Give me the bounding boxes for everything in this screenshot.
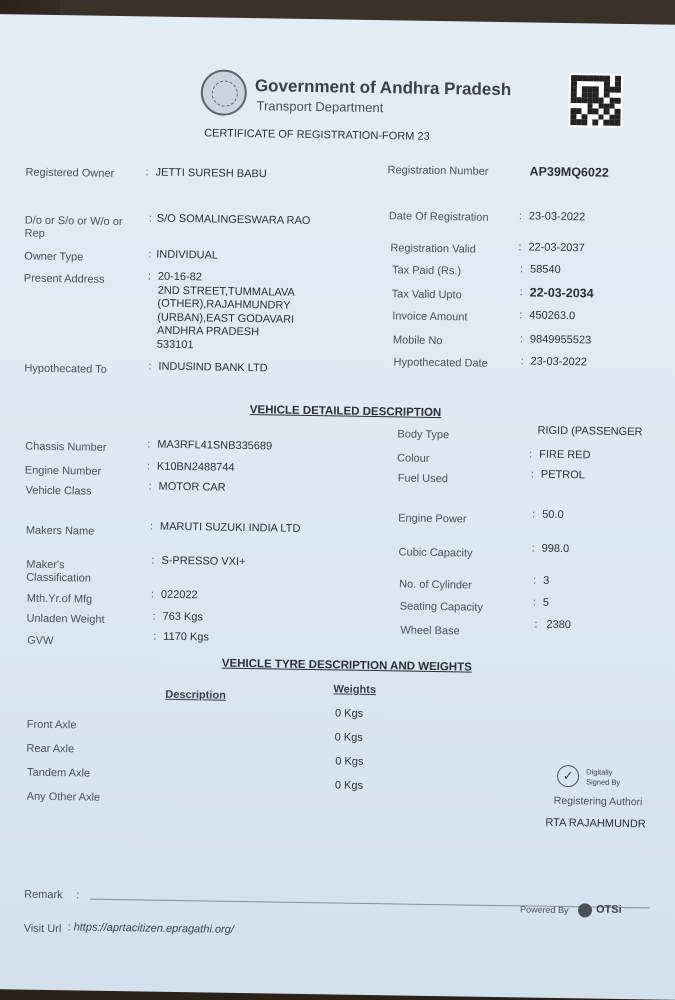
tax-valid-upto-label: Tax Valid Upto <box>391 288 462 302</box>
seating-capacity-label: Seating Capacity <box>399 600 484 614</box>
date-of-registration-label: Date Of Registration <box>388 210 489 224</box>
description-column-header: Description <box>165 688 226 702</box>
makers-classification-value: S-PRESSO VXI+ <box>161 554 246 569</box>
date-of-registration-value: 23-03-2022 <box>528 210 586 224</box>
body-type-label: Body Type <box>397 428 450 442</box>
digitally-text: Digitally <box>586 767 613 777</box>
relation-value: S/O SOMALINGESWARA RAO <box>156 212 311 227</box>
chassis-number-label: Chassis Number <box>25 440 107 454</box>
registration-number-label: Registration Number <box>387 164 489 178</box>
colour-label: Colour <box>396 452 430 465</box>
unladen-weight-value: 763 Kgs <box>162 610 204 624</box>
powered-by-text: Powered By <box>519 904 569 916</box>
vehicle-class-label: Vehicle Class <box>25 484 92 498</box>
form-title: CERTIFICATE OF REGISTRATION-FORM 23 <box>204 127 430 143</box>
makers-name-label: Makers Name <box>25 524 95 538</box>
wheel-base-value: 2380 <box>546 618 572 632</box>
fuel-used-value: PETROL <box>540 468 585 482</box>
no-of-cylinder-value: 3 <box>543 574 550 587</box>
tax-paid-label: Tax Paid (Rs.) <box>391 264 462 278</box>
registration-valid-label: Registration Valid <box>390 242 476 256</box>
remark-label: Remark <box>24 888 63 902</box>
hypothecated-to-label: Hypothecated To <box>24 362 107 376</box>
makers-classification-label: Maker's Classification <box>26 558 92 585</box>
weights-column-header: Weights <box>333 683 377 697</box>
engine-power-label: Engine Power <box>398 512 467 526</box>
vehicle-section-title: VEHICLE DETAILED DESCRIPTION <box>249 404 442 420</box>
mobile-no-label: Mobile No <box>392 334 443 348</box>
relation-label: D/o or S/o or W/o or Rep <box>24 214 123 240</box>
registered-owner-value: JETTI SURESH BABU <box>155 166 267 181</box>
rta-name: RTA RAJAHMUNDR <box>545 816 646 831</box>
rear-axle-label: Rear Axle <box>26 742 75 756</box>
engine-number-label: Engine Number <box>24 464 102 478</box>
registering-authority: Registering Authori <box>553 794 643 809</box>
invoice-amount-value: 450263.0 <box>529 309 576 323</box>
engine-number-value: K10BN2488744 <box>156 460 235 474</box>
tax-paid-value: 58540 <box>529 263 561 276</box>
front-axle-value: 0 Kgs <box>334 707 364 720</box>
fuel-used-label: Fuel Used <box>397 472 448 486</box>
dept-name: Transport Department <box>256 98 384 116</box>
registered-owner-label: Registered Owner <box>25 166 115 180</box>
cubic-capacity-label: Cubic Capacity <box>398 546 473 560</box>
gvw-value: 1170 Kgs <box>163 630 209 644</box>
rear-axle-value: 0 Kgs <box>334 731 363 744</box>
body-type-value: RIGID (PASSENGER <box>537 424 643 439</box>
gvw-label: GVW <box>27 634 54 648</box>
cubic-capacity-value: 998.0 <box>541 542 570 556</box>
tandem-axle-label: Tandem Axle <box>26 766 91 780</box>
tyre-section-title: VEHICLE TYRE DESCRIPTION AND WEIGHTS <box>221 657 472 674</box>
gov-title: Government of Andhra Pradesh <box>254 76 512 100</box>
digital-signature-check-icon: ✓ <box>557 765 579 787</box>
chassis-number-value: MA3RFL41SNB335689 <box>157 438 273 453</box>
no-of-cylinder-label: No. of Cylinder <box>398 578 472 592</box>
owner-type-value: INDIVIDUAL <box>156 248 219 262</box>
visit-url-link[interactable]: https://aprtacitizen.epragathi.org/ <box>73 921 234 936</box>
seating-capacity-value: 5 <box>542 596 550 609</box>
visit-url-label: Visit Url <box>23 922 62 936</box>
wheel-base-label: Wheel Base <box>400 624 460 638</box>
government-seal-icon <box>200 69 247 116</box>
front-axle-label: Front Axle <box>26 718 77 732</box>
colour-value: FIRE RED <box>539 448 591 462</box>
hypothecated-date-value: 23-03-2022 <box>530 355 587 369</box>
otsi-brand: OTSi <box>595 903 622 916</box>
engine-power-value: 50.0 <box>542 508 564 522</box>
present-address-label: Present Address <box>23 272 105 286</box>
mobile-no-value: 9849955523 <box>529 333 592 347</box>
hypothecated-to-value: INDUSIND BANK LTD <box>158 360 268 375</box>
registration-certificate: Government of Andhra Pradesh Transport Department CERTIFICATE OF REGISTRATION-FORM 23 Registered Owner : JETTI SURESH BABU D/o or S/o or W/o or Rep : S/O SOMALINGESWARA RAO Owner Type : INDIVIDUAL Present Address : 20-16-82 2ND STREET,TUMMALAVA (OTHER),RAJAHMUNDRY (URBAN),EAST GODAVARI ANDHRA PRADESH 533101 Hypothecated To : INDUSIND BANK LTD Registration Number AP39MQ6022 Date Of Registration : 23-03-2022 Registration Valid : 22-03-2037 Tax Paid (Rs.) : 58540 Tax Valid Upto : 22-03-2034 Invoice Amount : 450263.0 Mobile No : 9849955523 Hypothecated Date : 23-03-2022 VEHICLE DETAILED DESCRIPTION Chassis Number : MA3RFL41SNB335689 Engine Number : K10BN2488744 Vehicle Class : MOTOR CAR Makers Name : MARUTI SUZUKI INDIA LTD Maker's Classification : S-PRESSO VXI+ Mth.Yr.of Mfg : 022022 Unladen Weight : 763 Kgs GVW : 1170 Kgs Body Type RIGID (PASSENGER Colour : FIRE RED Fuel Used : PETROL Engine Power : 50.0 Cubic Capacity : 998.0 No. of Cylinder : 3 Seating Capacity : 5 Wheel Base : 2380 VEHICLE TYRE DESCRIPTION AND WEIGHTS Description Weights Front Axle 0 Kgs Rear Axle 0 Kgs Tandem Axle 0 Kgs Any Other Axle 0 Kgs ✓ Digitally Signed By Registering Authori RTA RAJAHMUNDR Remark : Visit Url : https://aprtacitizen.epragathi.org/ Powered By OTSi <box>0 14 675 1000</box>
vehicle-class-value: MOTOR CAR <box>158 480 226 494</box>
present-address-value: 20-16-82 2ND STREET,TUMMALAVA (OTHER),RAJAHMUNDRY (URBAN),EAST GODAVARI ANDHRA PRADESH 533101 <box>156 270 295 351</box>
otsi-logo-icon <box>578 903 592 917</box>
makers-name-value: MARUTI SUZUKI INDIA LTD <box>159 520 301 535</box>
owner-type-label: Owner Type <box>24 250 84 264</box>
tandem-axle-value: 0 Kgs <box>335 755 364 768</box>
mfg-value: 022022 <box>160 588 198 602</box>
qr-code-icon <box>568 73 623 128</box>
registration-number-value: AP39MQ6022 <box>529 164 609 180</box>
any-other-axle-label: Any Other Axle <box>26 790 101 804</box>
signed-by-text: Signed By <box>585 777 621 787</box>
mfg-label: Mth.Yr.of Mfg <box>26 592 93 606</box>
tax-valid-upto-value: 22-03-2034 <box>529 285 594 301</box>
any-other-axle-value: 0 Kgs <box>334 779 364 792</box>
invoice-amount-label: Invoice Amount <box>392 310 468 324</box>
hypothecated-date-label: Hypothecated Date <box>393 356 488 370</box>
unladen-weight-label: Unladen Weight <box>26 612 105 626</box>
registration-valid-value: 22-03-2037 <box>528 241 585 255</box>
